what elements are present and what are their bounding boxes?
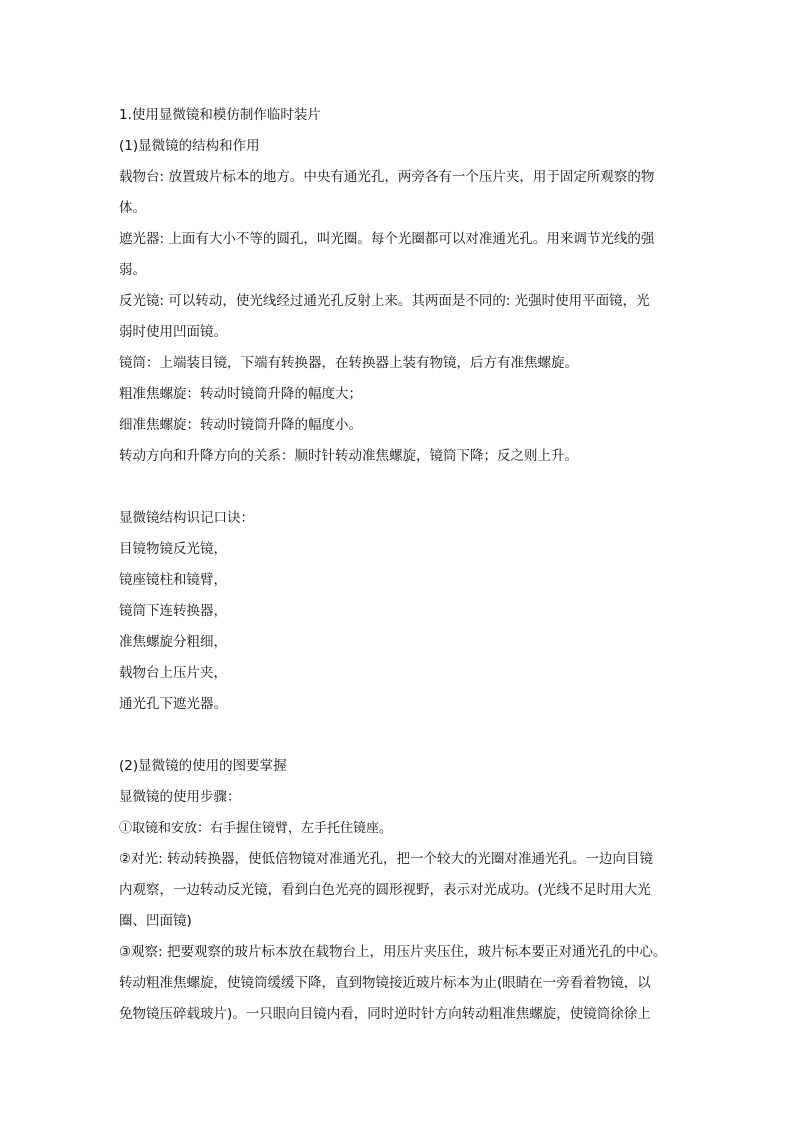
mnemonic-line: 载物台上压片夹， bbox=[119, 665, 227, 681]
mnemonic-line: 镜筒下连转换器， bbox=[119, 603, 227, 619]
mnemonic-line: 目镜物镜反光镜， bbox=[119, 541, 227, 557]
paragraph-line: 细准焦螺旋：转动时镜筒升降的幅度小。 bbox=[119, 417, 362, 433]
paragraph-line: 显微镜的使用步骤： bbox=[119, 789, 241, 805]
blank-line bbox=[119, 720, 679, 751]
mnemonic-line: 准焦螺旋分粗细， bbox=[119, 634, 227, 650]
mnemonic-heading: 显微镜结构识记口诀： bbox=[119, 510, 254, 526]
paragraph-line: 遮光器: 上面有大小不等的圆孔，叫光圈。每个光圈都可以对准通光孔。用来调节光线的强 bbox=[119, 231, 655, 247]
paragraph-line: 弱。 bbox=[119, 262, 146, 278]
subsection-heading: (2)显微镜的使用的图要掌握 bbox=[119, 758, 287, 774]
paragraph-line: 镜筒：上端装目镜，下端有转换器，在转换器上装有物镜，后方有准焦螺旋。 bbox=[119, 355, 578, 371]
step-line: 免物镜压碎载玻片)。一只眼向目镜内看，同时逆时针方向转动粗准焦螺旋，使镜筒徐徐上 bbox=[119, 1006, 651, 1022]
paragraph-line: 体。 bbox=[119, 200, 146, 216]
paragraph-line: 弱时使用凹面镜。 bbox=[119, 324, 227, 340]
blank-line bbox=[119, 472, 679, 503]
step-line: ③观察: 把要观察的玻片标本放在载物台上，用压片夹压住，玻片标本要正对通光孔的中心。 bbox=[119, 944, 667, 960]
step-line: ①取镜和安放：右手握住镜臂，左手托住镜座。 bbox=[119, 821, 393, 836]
mnemonic-line: 镜座镜柱和镜臂， bbox=[119, 572, 227, 588]
step-line: 转动粗准焦螺旋，使镜筒缓缓下降，直到物镜接近玻片标本为止(眼睛在一旁看着物镜，以 bbox=[119, 975, 651, 991]
step-line: 内观察，一边转动反光镜，看到白色光亮的圆形视野，表示对光成功。(光线不足时用大光 bbox=[119, 882, 651, 898]
paragraph-line: 粗准焦螺旋：转动时镜筒升降的幅度大； bbox=[119, 386, 362, 402]
paragraph-line: 转动方向和升降方向的关系：顺时针转动准焦螺旋，镜筒下降；反之则上升。 bbox=[119, 448, 578, 464]
step-line: 圈、凹面镜) bbox=[119, 913, 192, 929]
subsection-heading: (1)显微镜的结构和作用 bbox=[119, 138, 260, 154]
paragraph-line: 反光镜: 可以转动，使光线经过通光孔反射上来。其两面是不同的: 光强时使用平面镜，光 bbox=[119, 293, 650, 309]
section-heading: 1.使用显微镜和模仿制作临时装片 bbox=[119, 107, 321, 123]
step-line: ②对光: 转动转换器，使低倍物镜对准通光孔，把一个较大的光圈对准通光孔。一边向目镜 bbox=[119, 851, 653, 867]
paragraph-line: 载物台: 放置玻片标本的地方。中央有通光孔，两旁各有一个压片夹，用于固定所观察的物 bbox=[119, 169, 655, 185]
mnemonic-line: 通光孔下遮光器。 bbox=[119, 696, 227, 712]
document-body bbox=[119, 100, 679, 1030]
